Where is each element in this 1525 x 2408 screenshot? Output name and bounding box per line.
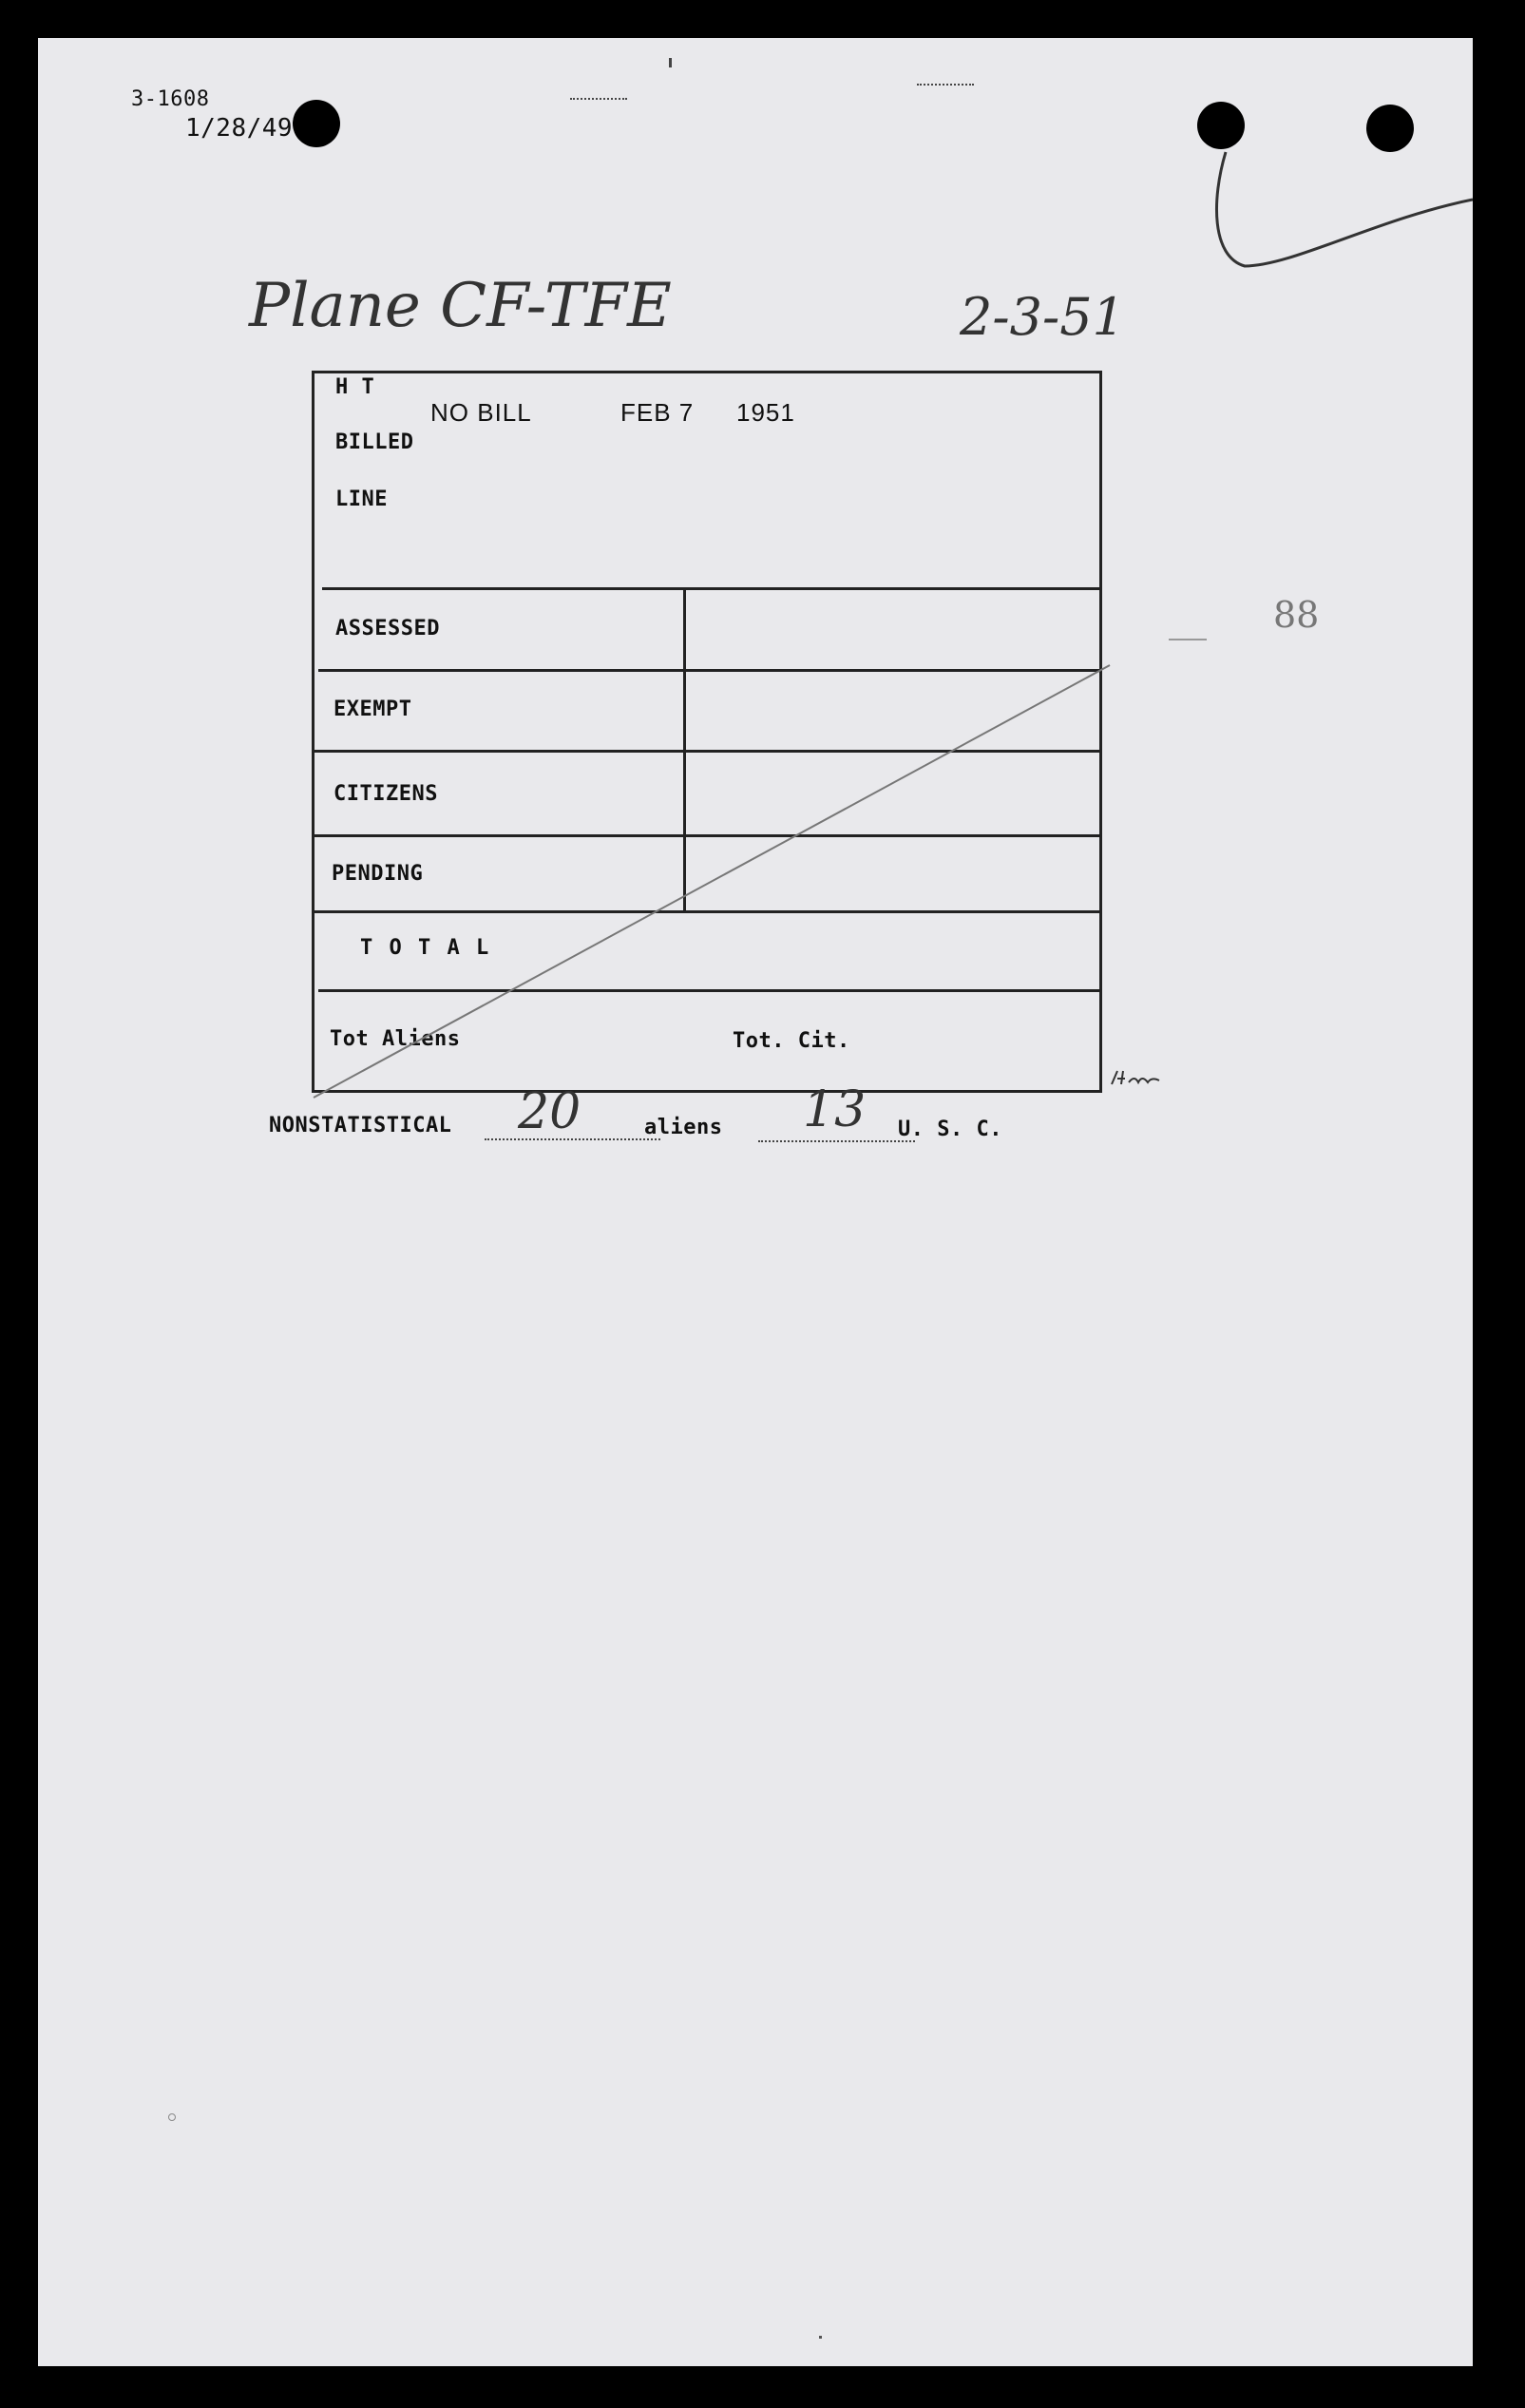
row-label-assessed: ASSESSED [335,617,440,640]
row-label-pending: PENDING [332,862,424,886]
handwritten-date: 2-3-51 [960,287,1125,347]
tot-cit-label: Tot. Cit. [733,1029,850,1053]
divider-header [322,587,1099,590]
usc-count-line [758,1140,915,1142]
speck [819,2336,822,2339]
stamp-month-day: FEB 7 [620,398,695,427]
row-label-citizens: CITIZENS [334,782,438,806]
handwritten-aliens-count: 20 [518,1083,581,1140]
diagonal-cancel-line [312,627,1119,1102]
document-page [38,38,1473,2366]
form-number: 3-1608 [131,87,210,111]
speck [669,58,672,67]
speck [570,95,627,100]
nonstatistical-label: NONSTATISTICAL [269,1114,452,1137]
punch-hole-left [293,100,340,147]
page-number-stamp: 88 [1273,594,1320,636]
stamp-no-bill: NO BILL [430,398,532,427]
handwritten-plane-id: Plane CF-TFE [249,271,672,341]
row-label-exempt: EXEMPT [334,698,412,721]
aliens-label: aliens [644,1116,723,1139]
speck [168,2113,176,2121]
pen-stroke-mark [1207,143,1473,314]
speck [917,81,974,86]
billed-label: BILLED [335,430,414,454]
handwritten-usc-count: 13 [803,1081,867,1138]
ht-label: H T [335,375,375,399]
total-label: T O T A L [360,936,491,960]
form-revision-date: 1/28/49 [185,114,294,143]
dash-mark [1169,639,1207,640]
usc-label: U. S. C. [898,1118,1002,1141]
line-label: LINE [335,487,388,511]
initials-scribble [1110,1069,1167,1088]
stamp-year: 1951 [736,398,795,427]
tot-aliens-label: Tot Aliens [330,1027,461,1051]
handwritten-initials-mark [1110,1069,1167,1088]
